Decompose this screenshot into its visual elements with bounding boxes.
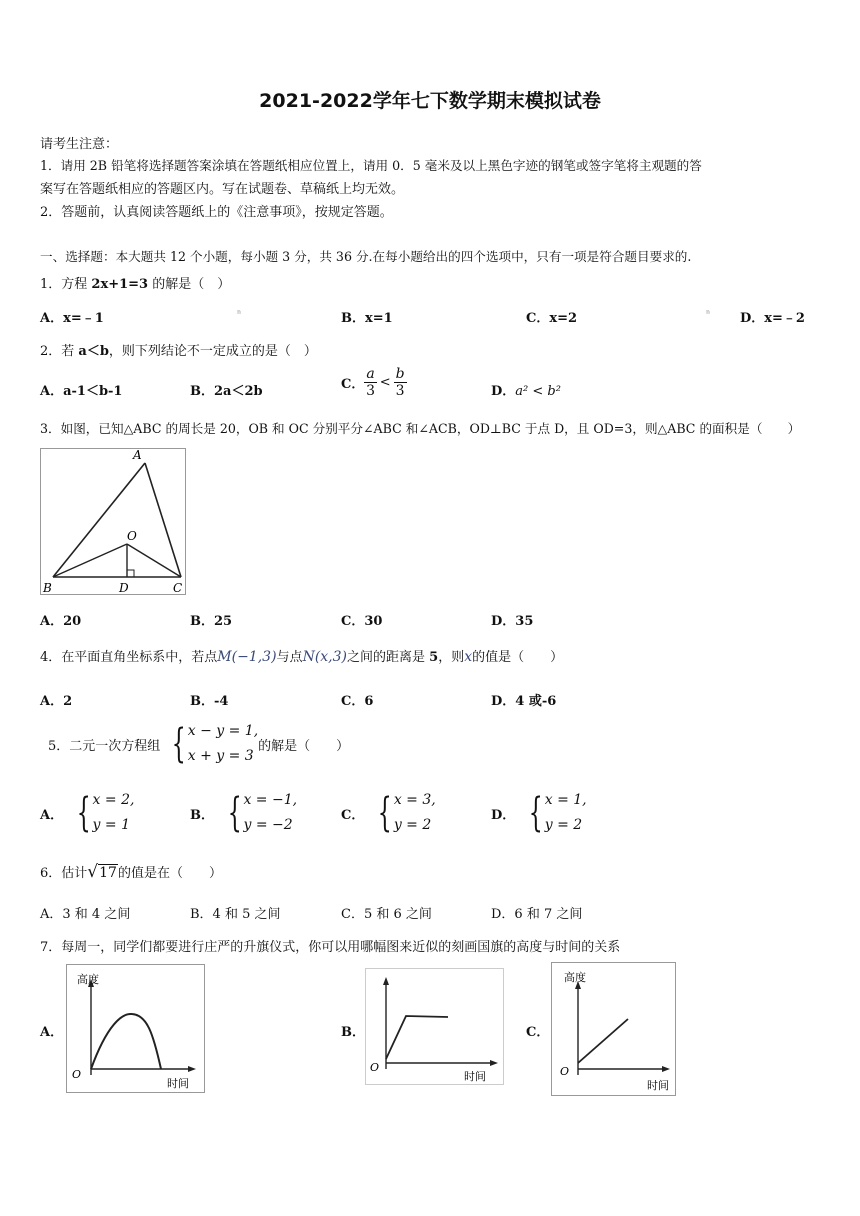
q1-option-b[interactable]: B．x=1 bbox=[341, 311, 393, 326]
q1-option-a[interactable]: A．x=﹣1 bbox=[40, 311, 104, 326]
notice-line1a: 1．请用 2B 铅笔将选择题答案涂填在答题纸相应位置上，请用 0．5 毫米及以上黑色字迹的钢笔或签字笔将主观题的答 bbox=[40, 158, 702, 173]
q5-post: 的解是（ ） bbox=[258, 738, 350, 754]
q2-option-a[interactable]: A．a-1＜b-1 bbox=[40, 384, 123, 399]
notice-line1b: 案写在答题纸相应的答题区内。写在试题卷、草稿纸上均无效。 bbox=[40, 182, 405, 197]
q1-pre: 1．方程 bbox=[40, 277, 92, 292]
q6-option-d[interactable]: D．6 和 7 之间 bbox=[491, 907, 583, 922]
label-b: B bbox=[43, 581, 52, 594]
q3-option-a[interactable]: A．20 bbox=[40, 614, 82, 629]
q7-option-b-label[interactable]: B． bbox=[341, 1025, 365, 1040]
graph-a-origin: O bbox=[72, 1068, 82, 1081]
q3-option-d[interactable]: D．35 bbox=[491, 614, 534, 629]
q2-option-c[interactable] bbox=[341, 366, 407, 399]
q5-brace: { bbox=[172, 721, 187, 767]
q5-a-system: x = 2, y = 1 bbox=[92, 792, 135, 833]
q5-pre: 5．二元一次方程组 bbox=[48, 738, 161, 754]
page-title: 2021-2022学年七下数学期末模拟试卷 bbox=[259, 90, 601, 112]
q4-post1: 之间的距离是 bbox=[347, 650, 430, 665]
q5-d-system: x = 1, y = 2 bbox=[544, 792, 587, 833]
q7-graph-a[interactable] bbox=[66, 964, 205, 1093]
q4-x: x bbox=[464, 649, 473, 665]
graph-a-svg bbox=[67, 965, 204, 1092]
graph-c-y-label: 高度 bbox=[564, 971, 586, 984]
q3-triangle-figure bbox=[40, 448, 186, 595]
q5-option-b[interactable]: B． { x = −1, y = −2 bbox=[190, 790, 298, 836]
q3-option-c[interactable]: C．30 bbox=[341, 614, 383, 629]
q2-condition: a＜b bbox=[78, 344, 109, 359]
triangle-diagram bbox=[41, 449, 185, 594]
q4-mid: 与点 bbox=[276, 650, 303, 665]
graph-c-x-label: 时间 bbox=[647, 1079, 669, 1092]
q4-point-n: N(x,3) bbox=[302, 649, 347, 665]
q6-option-c[interactable]: C．5 和 6 之间 bbox=[341, 907, 432, 922]
q5-system: x − y = 1, x + y = 3 bbox=[187, 723, 259, 764]
q7-stem: 7．每周一，同学们都要进行庄严的升旗仪式，你可以用哪幅图来近似的刻画国旗的高度与时间的关系 bbox=[40, 940, 621, 955]
q5-b-system: x = −1, y = −2 bbox=[243, 792, 298, 833]
q4-option-a[interactable]: A．2 bbox=[40, 694, 73, 709]
q6-post: 的值是在（ ） bbox=[117, 866, 222, 881]
sqrt-icon: √ bbox=[87, 862, 99, 882]
q4-post2: ，则 bbox=[438, 650, 465, 665]
q1-option-d[interactable]: D．x=﹣2 bbox=[740, 311, 805, 326]
q5-d-brace: { bbox=[529, 790, 544, 836]
graph-b-x-label: 时间 bbox=[464, 1070, 486, 1083]
graph-c-origin: O bbox=[560, 1065, 570, 1078]
graph-c-svg bbox=[552, 963, 675, 1095]
q1-stem bbox=[40, 273, 230, 292]
q5-option-a[interactable]: A． { x = 2, y = 1 bbox=[40, 790, 135, 836]
q5-c-system: x = 3, y = 2 bbox=[393, 792, 436, 833]
q5-option-d[interactable]: D． { x = 1, y = 2 bbox=[491, 790, 587, 836]
label-a: A bbox=[133, 449, 142, 462]
q4-post3: 的值是（ ） bbox=[472, 650, 564, 665]
q1-equation: 2x+1=3 bbox=[91, 277, 149, 292]
graph-b-svg bbox=[366, 969, 503, 1084]
q2-less-than: < bbox=[379, 375, 391, 390]
q5-option-c[interactable]: C． { x = 3, y = 2 bbox=[341, 790, 436, 836]
q4-option-c[interactable]: C．6 bbox=[341, 694, 374, 709]
q2-post: ，则下列结论不一定成立的是（ ） bbox=[108, 344, 317, 359]
section-heading: 一、选择题：本大题共 12 个小题，每小题 3 分，共 36 分.在每小题给出的四个选项中，只有一项是符合题目要求的. bbox=[40, 249, 692, 264]
q2-option-c-label: C． bbox=[341, 377, 365, 392]
label-o: O bbox=[127, 529, 137, 543]
q6-option-b[interactable]: B．4 和 5 之间 bbox=[190, 907, 281, 922]
q2-option-d-label: D． bbox=[491, 384, 516, 399]
q6-pre: 6．估计 bbox=[40, 866, 88, 881]
q4-point-m: M(−1,3) bbox=[217, 649, 277, 665]
notice-line2: 2．答题前，认真阅读答题纸上的《注意事项》，按规定答题。 bbox=[40, 205, 393, 220]
q4-distance: 5 bbox=[429, 650, 439, 665]
q5-stem bbox=[48, 719, 349, 769]
q2-pre: 2．若 bbox=[40, 344, 79, 359]
q2-option-b[interactable]: B．2a＜2b bbox=[190, 384, 263, 399]
q2-option-d-expr: a² < b² bbox=[515, 384, 561, 399]
q6-radicand: 17 bbox=[99, 865, 117, 881]
q6-option-a[interactable]: A．3 和 4 之间 bbox=[40, 907, 131, 922]
q1-mark-icon-2: ⁿ bbox=[706, 309, 711, 320]
graph-a-x-label: 时间 bbox=[167, 1077, 189, 1090]
q4-option-b[interactable]: B．-4 bbox=[190, 694, 229, 709]
q4-option-d[interactable]: D．4 或-6 bbox=[491, 694, 557, 709]
q1-mark-icon: ⁿ bbox=[237, 309, 242, 320]
q3-option-b[interactable]: B．25 bbox=[190, 614, 233, 629]
q7-option-c-label[interactable]: C． bbox=[526, 1025, 550, 1040]
q1-post: 的解是（ ） bbox=[148, 277, 231, 292]
q5-b-brace: { bbox=[227, 790, 242, 836]
q2-stem bbox=[40, 340, 317, 359]
q3-stem: 3．如图，已知△ABC 的周长是 20，OB 和 OC 分别平分∠ABC 和∠ACB，OD⊥BC 于点 D，且 OD=3，则△ABC 的面积是（ ） bbox=[40, 421, 801, 436]
q7-graph-c[interactable] bbox=[551, 962, 676, 1096]
q6-stem bbox=[40, 862, 222, 881]
label-d: D bbox=[119, 581, 129, 594]
q5-a-brace: { bbox=[76, 790, 91, 836]
q2-option-d[interactable] bbox=[491, 380, 561, 399]
q4-stem bbox=[40, 646, 563, 665]
q1-option-c[interactable]: C．x=2 bbox=[526, 311, 578, 326]
q7-graph-b[interactable] bbox=[365, 968, 504, 1085]
q2-fraction-a3: $\frac{a}{3}$ bbox=[366, 366, 375, 399]
q7-option-a-label[interactable]: A． bbox=[40, 1025, 64, 1040]
q2-fraction-b3: $\frac{b}{3}$ bbox=[395, 366, 405, 399]
label-c: C bbox=[173, 581, 183, 594]
q4-pre: 4．在平面直角坐标系中，若点 bbox=[40, 650, 218, 665]
notice-heading: 请考生注意： bbox=[40, 137, 119, 152]
graph-a-y-label: 高度 bbox=[77, 973, 99, 986]
q5-c-brace: { bbox=[378, 790, 393, 836]
graph-b-origin: O bbox=[370, 1061, 380, 1074]
